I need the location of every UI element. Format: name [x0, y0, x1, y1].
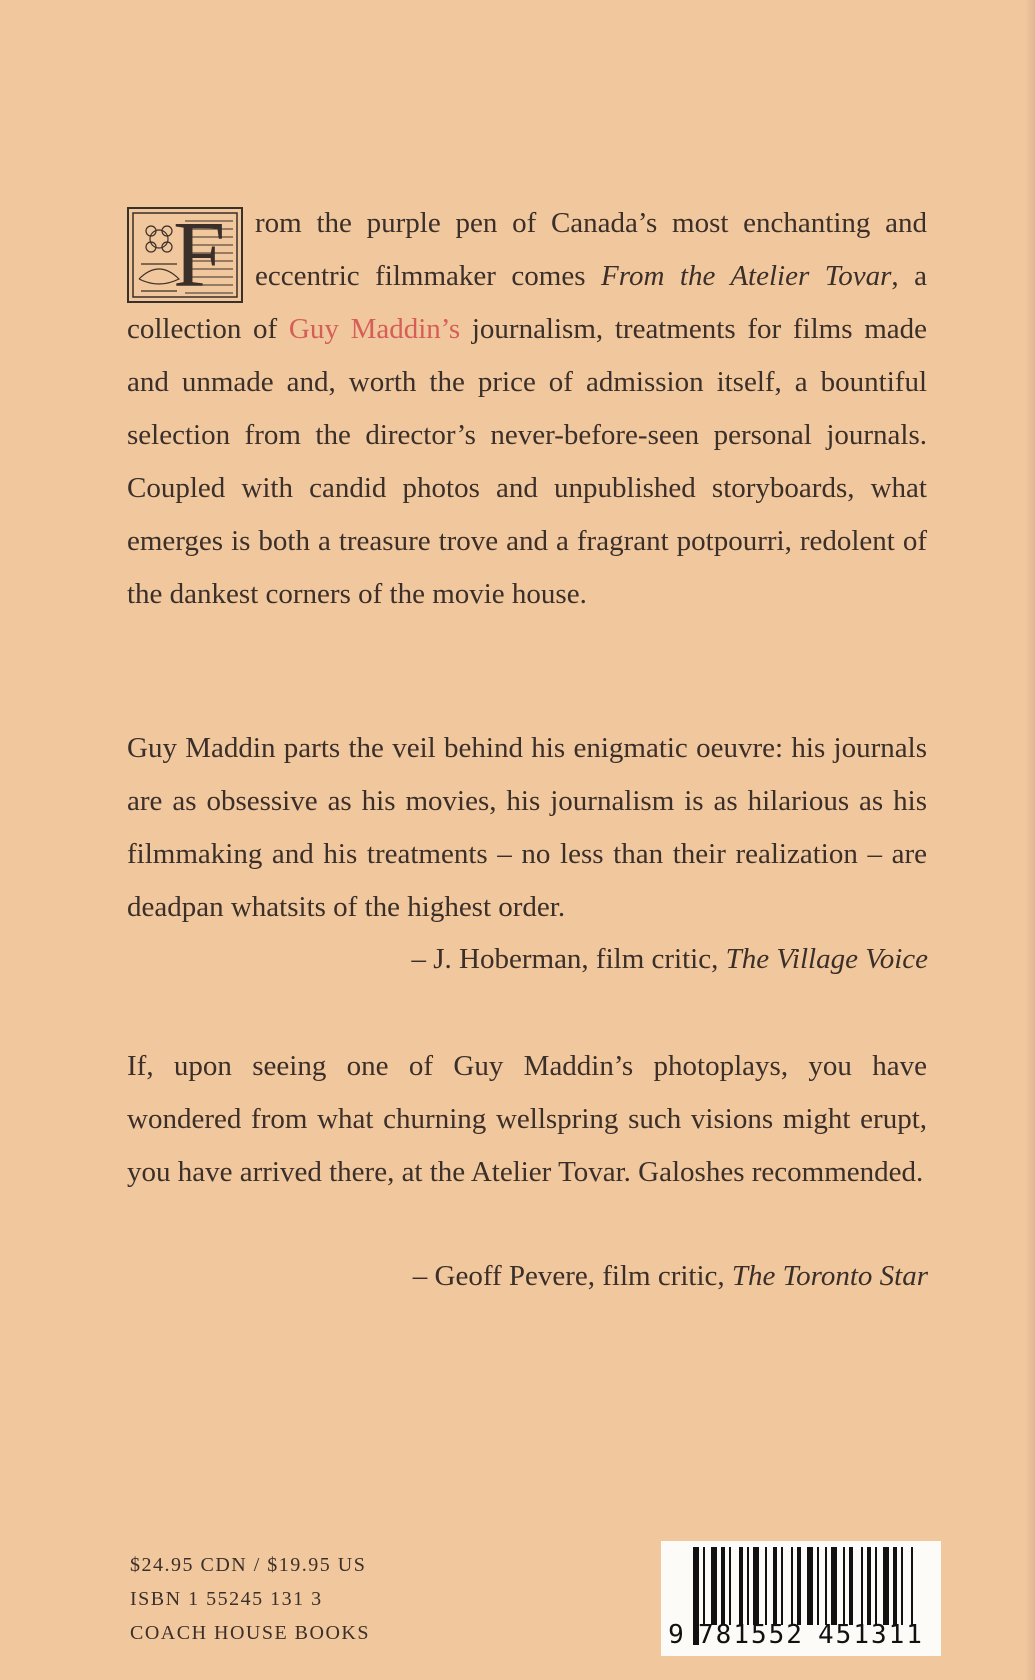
barcode-group-2: 451311	[818, 1620, 924, 1650]
attribution-hoberman: – J. Hoberman, film critic, The Village Voice	[411, 943, 928, 975]
barcode-bar	[711, 1547, 717, 1625]
barcode-bar	[781, 1547, 783, 1625]
publication-name: The Village Voice	[725, 943, 928, 975]
barcode-bar	[765, 1547, 767, 1625]
barcode-bar	[901, 1547, 903, 1625]
blurb-text: rom the purple pen of Canada’s most enchanting and eccentric filmmaker comes From the Atelier Tovar, a collection of Guy Maddin’s journalism, treatments for films made and unmade and, worth the price of admission itself, a bountiful selection from the director’s never-before-seen personal journals. Coupled with candid photos and unpublished storyboards, what emerges is both a treasure trove and a fragrant potpourri, redolent of the dankest corners of the movie house.	[127, 207, 928, 610]
barcode-bar	[911, 1547, 913, 1625]
barcode-bar	[739, 1547, 743, 1625]
quote-text: If, upon seeing one of Guy Maddin’s photoplays, you have wondered from what churning wellspring such visions might erupt, you have arrived there, at the Atelier Tovar. Galoshes recommended.	[127, 1050, 927, 1188]
barcode-number	[661, 1620, 941, 1650]
barcode-bar	[797, 1547, 801, 1625]
quote-text: Guy Maddin parts the veil behind his enigmatic oeuvre: his journals are as obsessive as his movies, his journalism is as hilarious as his filmmaking and his treatments – no less than their realization – are deadpan whatsits of the highest order.	[127, 732, 927, 923]
publisher-name: COACH HOUSE BOOKS	[130, 1622, 370, 1644]
book-title: From the Atelier Tovar	[601, 260, 892, 292]
barcode-bar	[747, 1547, 749, 1625]
barcode-bar	[729, 1547, 731, 1625]
barcode-group-1: 781552	[698, 1620, 804, 1650]
barcode-bar	[843, 1547, 845, 1625]
barcode-bar	[883, 1547, 889, 1625]
barcode-bar	[773, 1547, 777, 1625]
blurb-paragraph	[127, 197, 927, 621]
review-quote-pevere	[127, 1040, 927, 1199]
paper-edge	[1025, 0, 1035, 1680]
dropcap-letter: F	[173, 203, 226, 307]
barcode-bar	[791, 1547, 793, 1625]
pricing-block	[130, 1548, 370, 1650]
barcode-bar	[849, 1547, 853, 1625]
publication-name: The Toronto Star	[731, 1260, 928, 1292]
barcode-bar	[861, 1547, 863, 1625]
barcode-bar	[867, 1547, 871, 1625]
barcode-bar	[721, 1547, 725, 1625]
barcode-bar	[831, 1547, 837, 1625]
barcode-bar	[893, 1547, 897, 1625]
price-text: $24.95 CDN / $19.95 US	[130, 1554, 367, 1576]
barcode-bar	[817, 1547, 819, 1625]
isbn-text: ISBN 1 55245 131 3	[130, 1588, 323, 1610]
ornamental-dropcap	[127, 203, 243, 307]
review-quote-hoberman	[127, 722, 927, 934]
barcode-bar	[753, 1547, 759, 1625]
barcode-bar	[807, 1547, 813, 1625]
barcode-bar	[703, 1547, 705, 1625]
barcode-bar	[875, 1547, 877, 1625]
barcode-bar	[825, 1547, 827, 1625]
barcode-lead-digit: 9	[668, 1620, 684, 1650]
attribution-pevere: – Geoff Pevere, film critic, The Toronto Star	[412, 1260, 928, 1292]
author-name: Guy Maddin’s	[288, 313, 461, 345]
barcode	[661, 1541, 941, 1656]
